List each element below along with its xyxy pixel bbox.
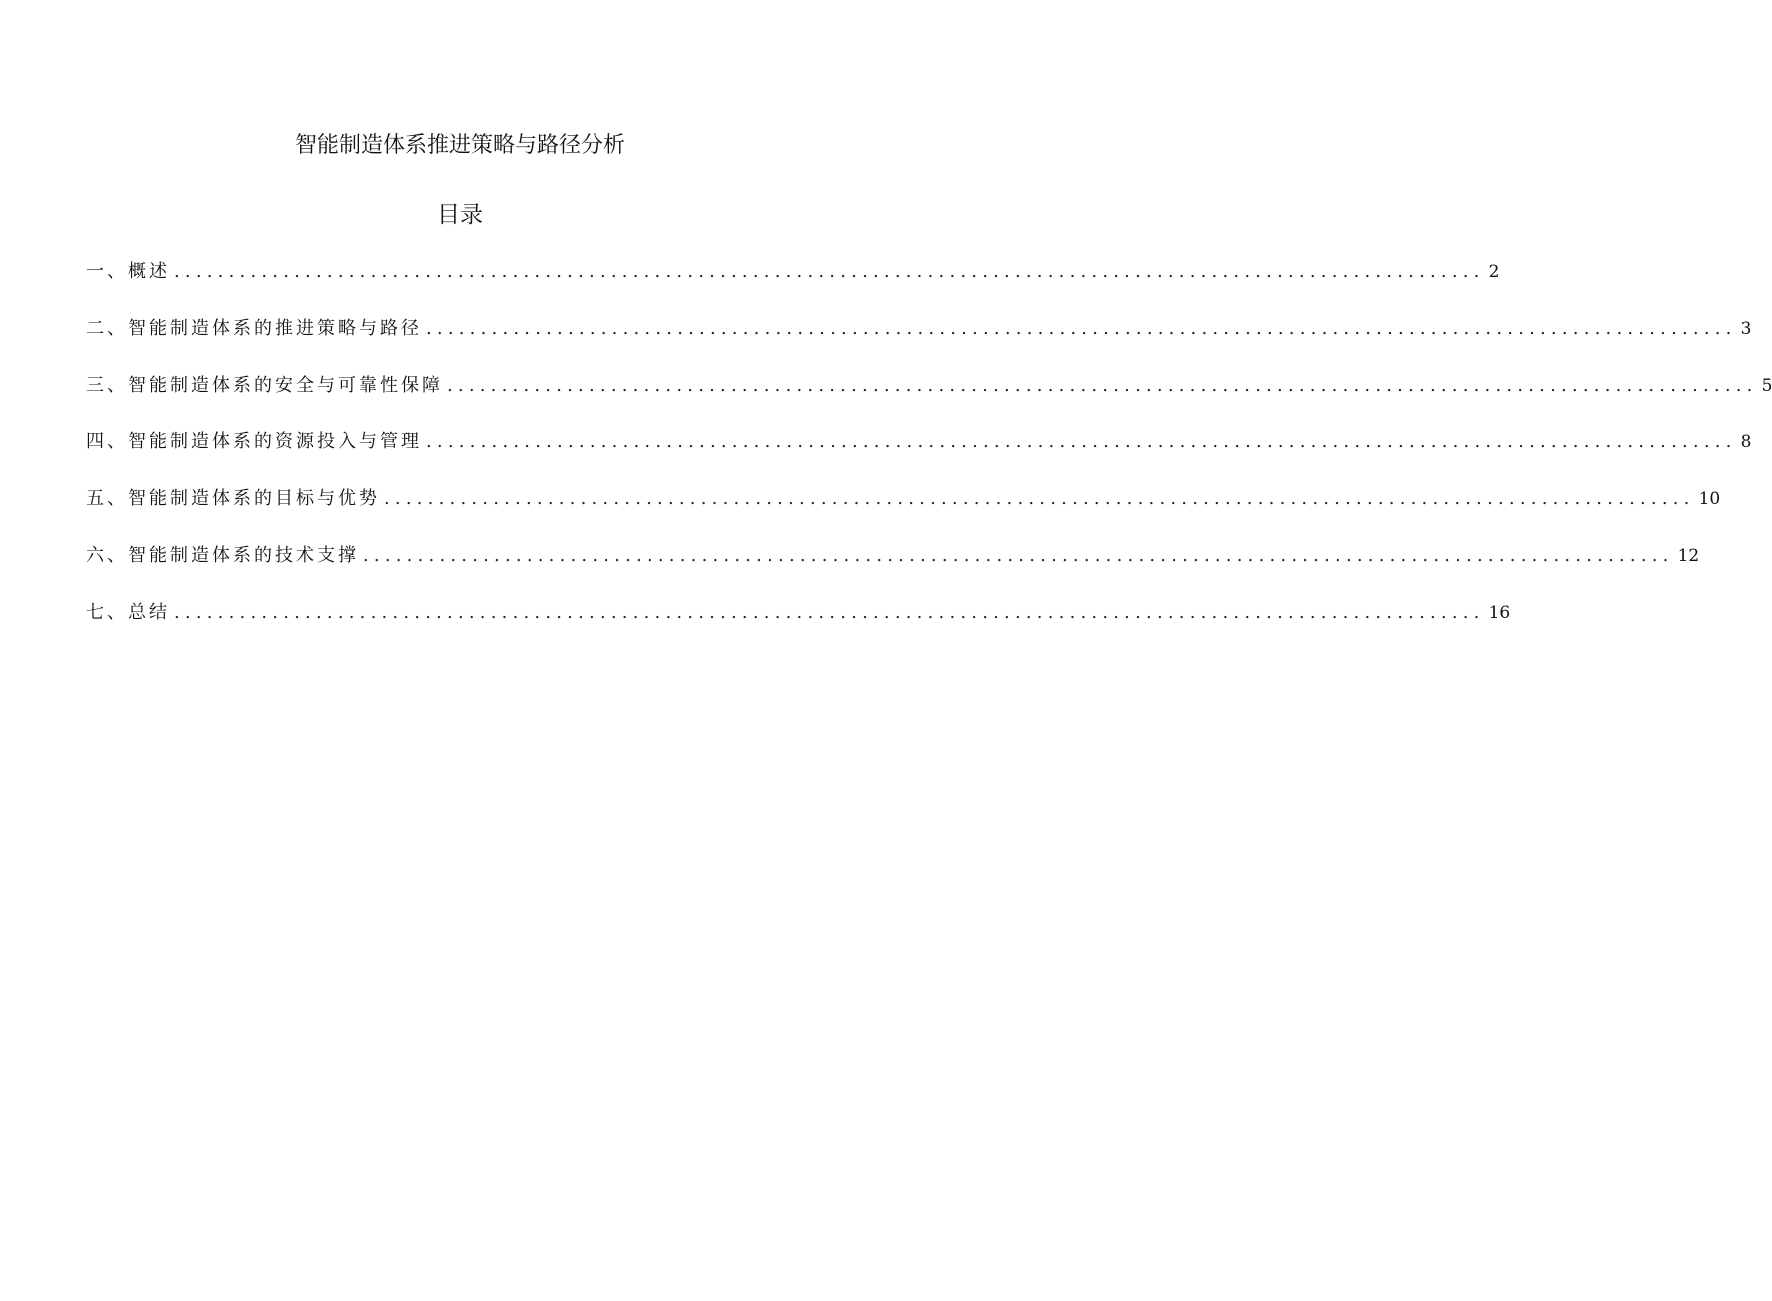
toc-entry[interactable]	[86, 372, 1772, 429]
toc-dot-leader: ........................................................................................................................	[174, 601, 1485, 623]
toc-entry-label: 六、智能制造体系的技术支撑	[86, 544, 359, 566]
toc-heading: 目录	[437, 202, 483, 228]
toc-entry[interactable]	[86, 542, 1700, 599]
toc-entry-label: 三、智能制造体系的安全与可靠性保障	[86, 374, 443, 396]
toc-entry-label: 五、智能制造体系的目标与优势	[86, 488, 380, 510]
toc-entry-page: 16	[1488, 602, 1511, 623]
toc-entry-page: 12	[1677, 545, 1700, 566]
toc-entry-label: 二、智能制造体系的推进策略与路径	[86, 317, 422, 339]
toc-dot-leader: ........................................................................................................................	[447, 374, 1758, 396]
toc-dot-leader: ........................................................................................................................	[384, 488, 1695, 510]
toc-dot-leader: ........................................................................................................................	[426, 431, 1737, 453]
toc-dot-leader: ........................................................................................................................	[426, 317, 1737, 339]
toc-dot-leader: ........................................................................................................................	[363, 544, 1674, 566]
toc-entry-page: 10	[1698, 489, 1721, 510]
toc-entry[interactable]	[86, 258, 1500, 315]
toc-dot-leader: ........................................................................................................................	[174, 261, 1485, 282]
toc-entry-label: 四、智能制造体系的资源投入与管理	[86, 431, 422, 453]
toc-entry-page: 3	[1740, 318, 1752, 339]
toc-entry[interactable]	[86, 599, 1511, 656]
toc-entry[interactable]	[86, 428, 1752, 485]
toc-entry-page: 8	[1740, 432, 1752, 453]
document-title: 智能制造体系推进策略与路径分析	[294, 133, 625, 158]
toc-entry[interactable]	[86, 485, 1721, 542]
toc-entry-page: 5	[1761, 375, 1772, 396]
toc-entry[interactable]	[86, 315, 1752, 372]
toc-entry-page: 2	[1488, 262, 1500, 282]
toc-entry-label: 一、概述	[86, 261, 170, 282]
table-of-contents	[86, 258, 1772, 656]
toc-entry-label: 七、总结	[86, 601, 170, 623]
